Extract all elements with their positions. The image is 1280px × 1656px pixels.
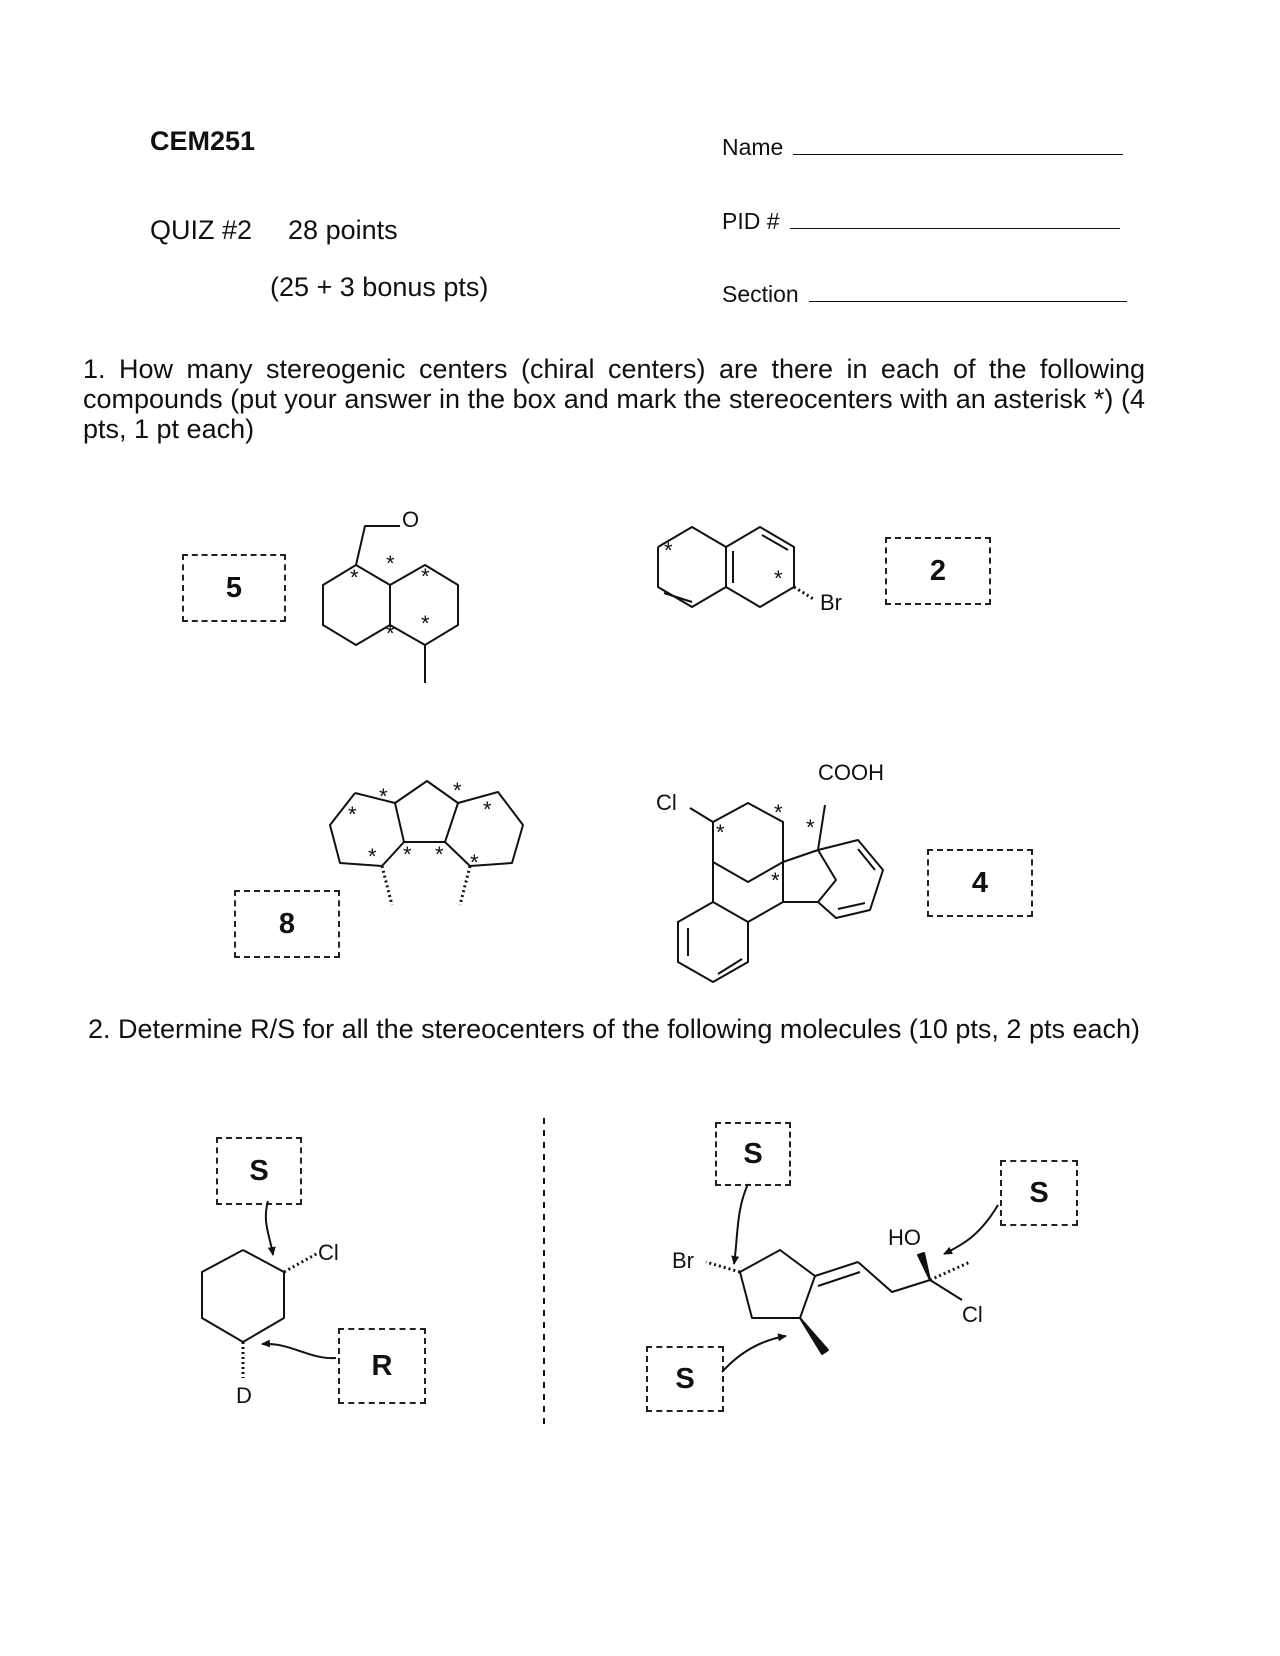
mol5-arrow-bottom [262,1344,336,1358]
mol3-left-ring [330,793,404,866]
molecule-1 [323,526,458,683]
mol4-chlorine: Cl [656,790,677,815]
rs-box-right-bottom[interactable]: S [646,1346,724,1412]
name-label: Name [722,134,784,160]
pid-label: PID # [722,208,780,234]
mol4-carboxyl: COOH [818,760,884,785]
molecule-4 [678,803,883,982]
mol4-cl-bond [690,808,713,822]
quiz-label: QUIZ #2 [150,215,253,245]
mol6-hydroxyl: HO [888,1225,921,1250]
mol4-cooh-bond [818,805,825,850]
mol6-arrow-top [734,1184,748,1264]
mol1-star-3: * [421,564,430,589]
molecule-6 [706,1184,998,1372]
mol3-star-3: * [453,778,462,803]
mol6-arrow-bottom [722,1336,786,1372]
quiz-bonus: (25 + 3 bonus pts) [270,272,489,302]
mol5-cl-hash [284,1253,318,1272]
answer-box-3[interactable]: 8 [234,890,340,958]
mol6-bromine: Br [672,1248,694,1273]
mol3-star-5: * [368,844,377,869]
mol5-arrow-top [266,1201,273,1255]
rs-box-right-top[interactable]: S [715,1122,791,1186]
mol4-star-1: * [716,820,725,845]
mol3-star-8: * [470,850,479,875]
mol3-hash-right [460,866,470,905]
mol2-star-1: * [664,538,673,563]
mol1-oxygen: O [402,507,420,532]
rs-box-left-top[interactable]: S [216,1137,302,1205]
mol4-star-2: * [774,800,783,825]
mol5-deuterium: D [236,1383,252,1408]
mol3-star-7: * [435,842,444,867]
mol2-star-2: * [774,566,783,591]
molecule-3 [330,781,523,905]
mol6-chlorine: Cl [962,1302,983,1327]
mol6-arrow-right [944,1205,998,1254]
mol4-benzene-right-double-2 [838,903,865,909]
course-code: CEM251 [150,126,256,156]
mol5-ring [202,1250,284,1342]
mol6-methyl-hash [930,1262,970,1280]
mol2-double-bond-2 [762,535,788,550]
mol3-star-4: * [483,797,492,822]
mol1-star-4: * [386,621,395,646]
mol5-chlorine: Cl [318,1240,339,1265]
mol2-bromine: Br [820,590,842,615]
mol3-center-ring [395,781,458,842]
mol3-star-2: * [348,802,357,827]
mol3-star-1: * [379,784,388,809]
rs-box-right-far[interactable]: S [1000,1160,1078,1226]
mol1-star-2: * [386,551,395,576]
answer-box-1[interactable]: 5 [182,554,286,622]
question-1-text: 1. How many stereogenic centers (chiral centers) are there in each of the following compounds (put your answer in the box and mark the stereocenters with an asterisk *) (4 pts, 1 pt each) [83,354,1145,444]
answer-box-4[interactable]: 4 [927,849,1033,917]
mol4-star-4: * [771,868,780,893]
mol4-star-3: * [806,815,815,840]
mol3-hash-left [382,866,392,905]
molecule-5 [202,1201,336,1378]
question-2-text: 2. Determine R/S for all the stereocenters of the following molecules (10 pts, 2 pts each) [88,1014,1141,1044]
rs-box-left-bottom[interactable]: R [338,1328,426,1404]
mol6-wedge [800,1318,828,1354]
molecule-2 [658,527,815,607]
mol1-star-1: * [350,565,359,590]
section-label: Section [722,281,799,307]
mol2-hash-bond [794,587,815,600]
mol6-ring [740,1250,815,1318]
mol6-chain [858,1262,930,1292]
mol3-star-6: * [403,842,412,867]
mol6-exo-double-2 [818,1272,860,1286]
answer-box-2[interactable]: 2 [885,537,991,605]
mol2-right-ring [726,527,794,607]
mol6-ho-wedge [918,1253,930,1280]
quiz-points: 28 points [288,215,398,245]
mol2-double-bond-3 [664,593,692,602]
mol4-five-ring [783,850,836,902]
mol6-cl-bond [930,1280,962,1300]
mol1-star-5: * [421,611,430,636]
mol4-benzene-right-double-1 [858,849,875,870]
